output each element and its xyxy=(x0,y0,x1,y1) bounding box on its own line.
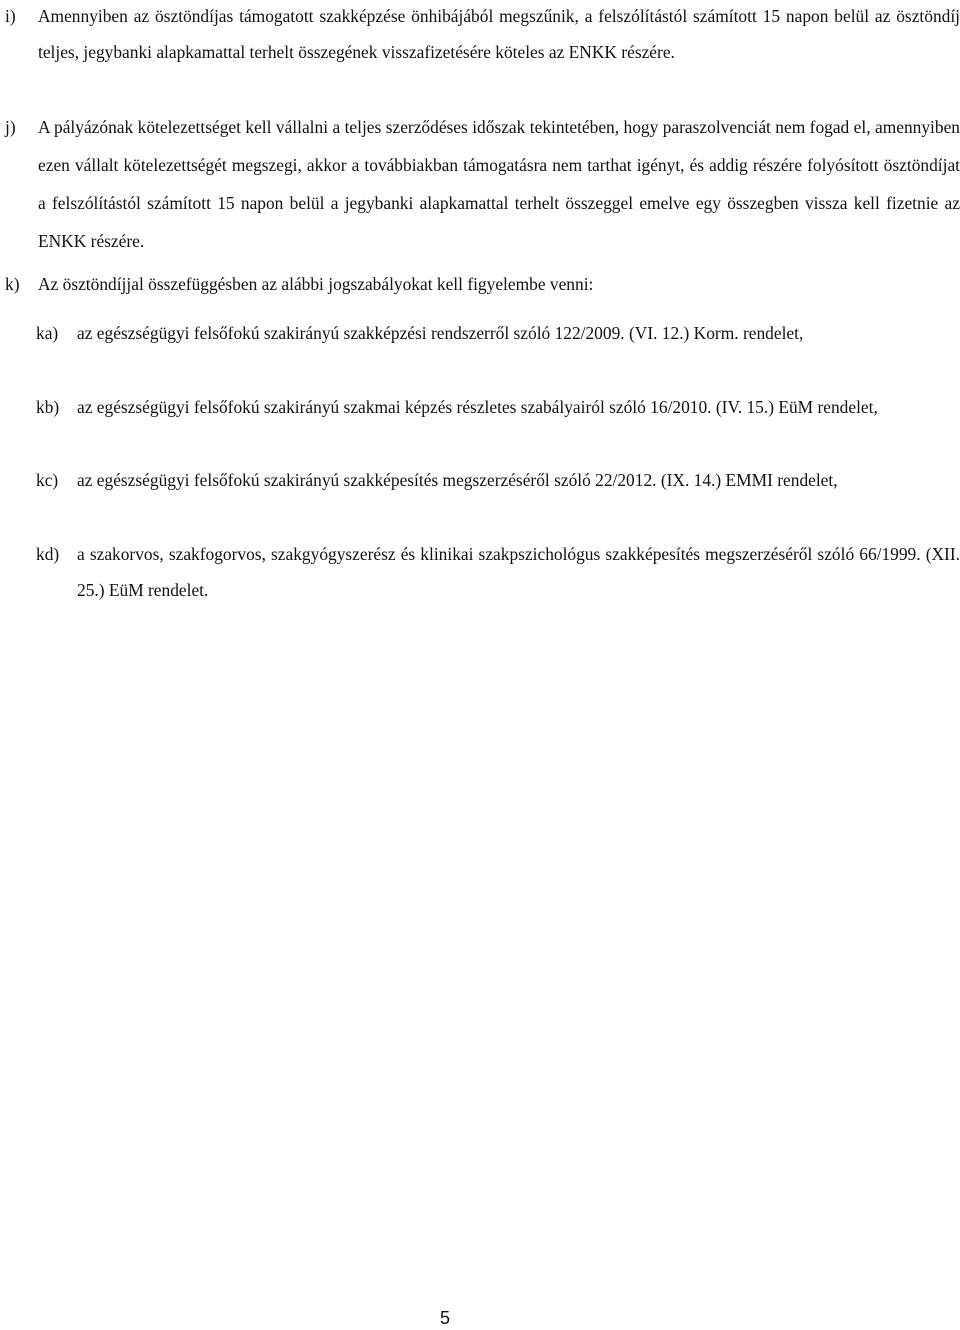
sub-item-text: a szakorvos, szakfogorvos, szakgyógyszerész és klinikai szakpszichológus szakképesítés megszerzéséről szóló 66/1999. (XII. 25.) EüM rendelet. xyxy=(77,544,960,600)
sub-item-marker: kc) xyxy=(36,470,59,490)
list-item-text: A pályázónak kötelezettséget kell vállalni a teljes szerződéses időszak tekintetében, hogy paraszolvenciát nem fogad el, amennyiben ezen vállalt kötelezettségét megszegi, akkor a továbbiakban támogatásra nem tarthat igényt, és addig részére folyósított ösztöndíjat a felszólítástól számított 15 napon belül a jegybanki alapkamattal terhelt összeggel emelve egy összegben vissza kell fizetnie az ENKK részére. xyxy=(38,117,960,251)
list-marker: j) xyxy=(5,117,16,137)
sub-item-text: az egészségügyi felsőfokú szakirányú szakmai képzés részletes szabályairól szóló 16/2010. (IV. 15.) EüM rendelet, xyxy=(77,397,878,417)
list-item-text: Amennyiben az ösztöndíjas támogatott szakképzése önhibájából megszűnik, a felszólítástól számított 15 napon belül az ösztöndíj teljes, jegybanki alapkamattal terhelt összegének visszafizetésére köteles az ENKK részére. xyxy=(38,6,960,62)
sub-item-kd xyxy=(0,536,960,608)
list-item-text: Az ösztöndíjjal összefüggésben az alábbi jogszabályokat kell figyelembe venni: xyxy=(38,274,594,294)
page-number: 5 xyxy=(439,1308,450,1328)
list-item-k xyxy=(0,265,960,303)
sub-item-marker: ka) xyxy=(36,323,59,343)
sub-item-kc xyxy=(0,462,960,498)
list-item-j xyxy=(0,108,960,260)
sub-item-marker: kd) xyxy=(36,544,60,564)
sub-item-marker: kb) xyxy=(36,397,60,417)
sub-item-ka xyxy=(0,315,960,351)
sub-item-text: az egészségügyi felsőfokú szakirányú szakképzési rendszerről szóló 122/2009. (VI. 12.) Korm. rendelet, xyxy=(77,323,804,343)
sub-item-kb xyxy=(0,389,960,425)
list-marker: k) xyxy=(5,274,20,294)
sub-item-text: az egészségügyi felsőfokú szakirányú szakképesítés megszerzéséről szóló 22/2012. (IX. 14.) EMMI rendelet, xyxy=(77,470,838,490)
list-item-i xyxy=(0,0,960,70)
list-marker: i) xyxy=(5,6,16,26)
